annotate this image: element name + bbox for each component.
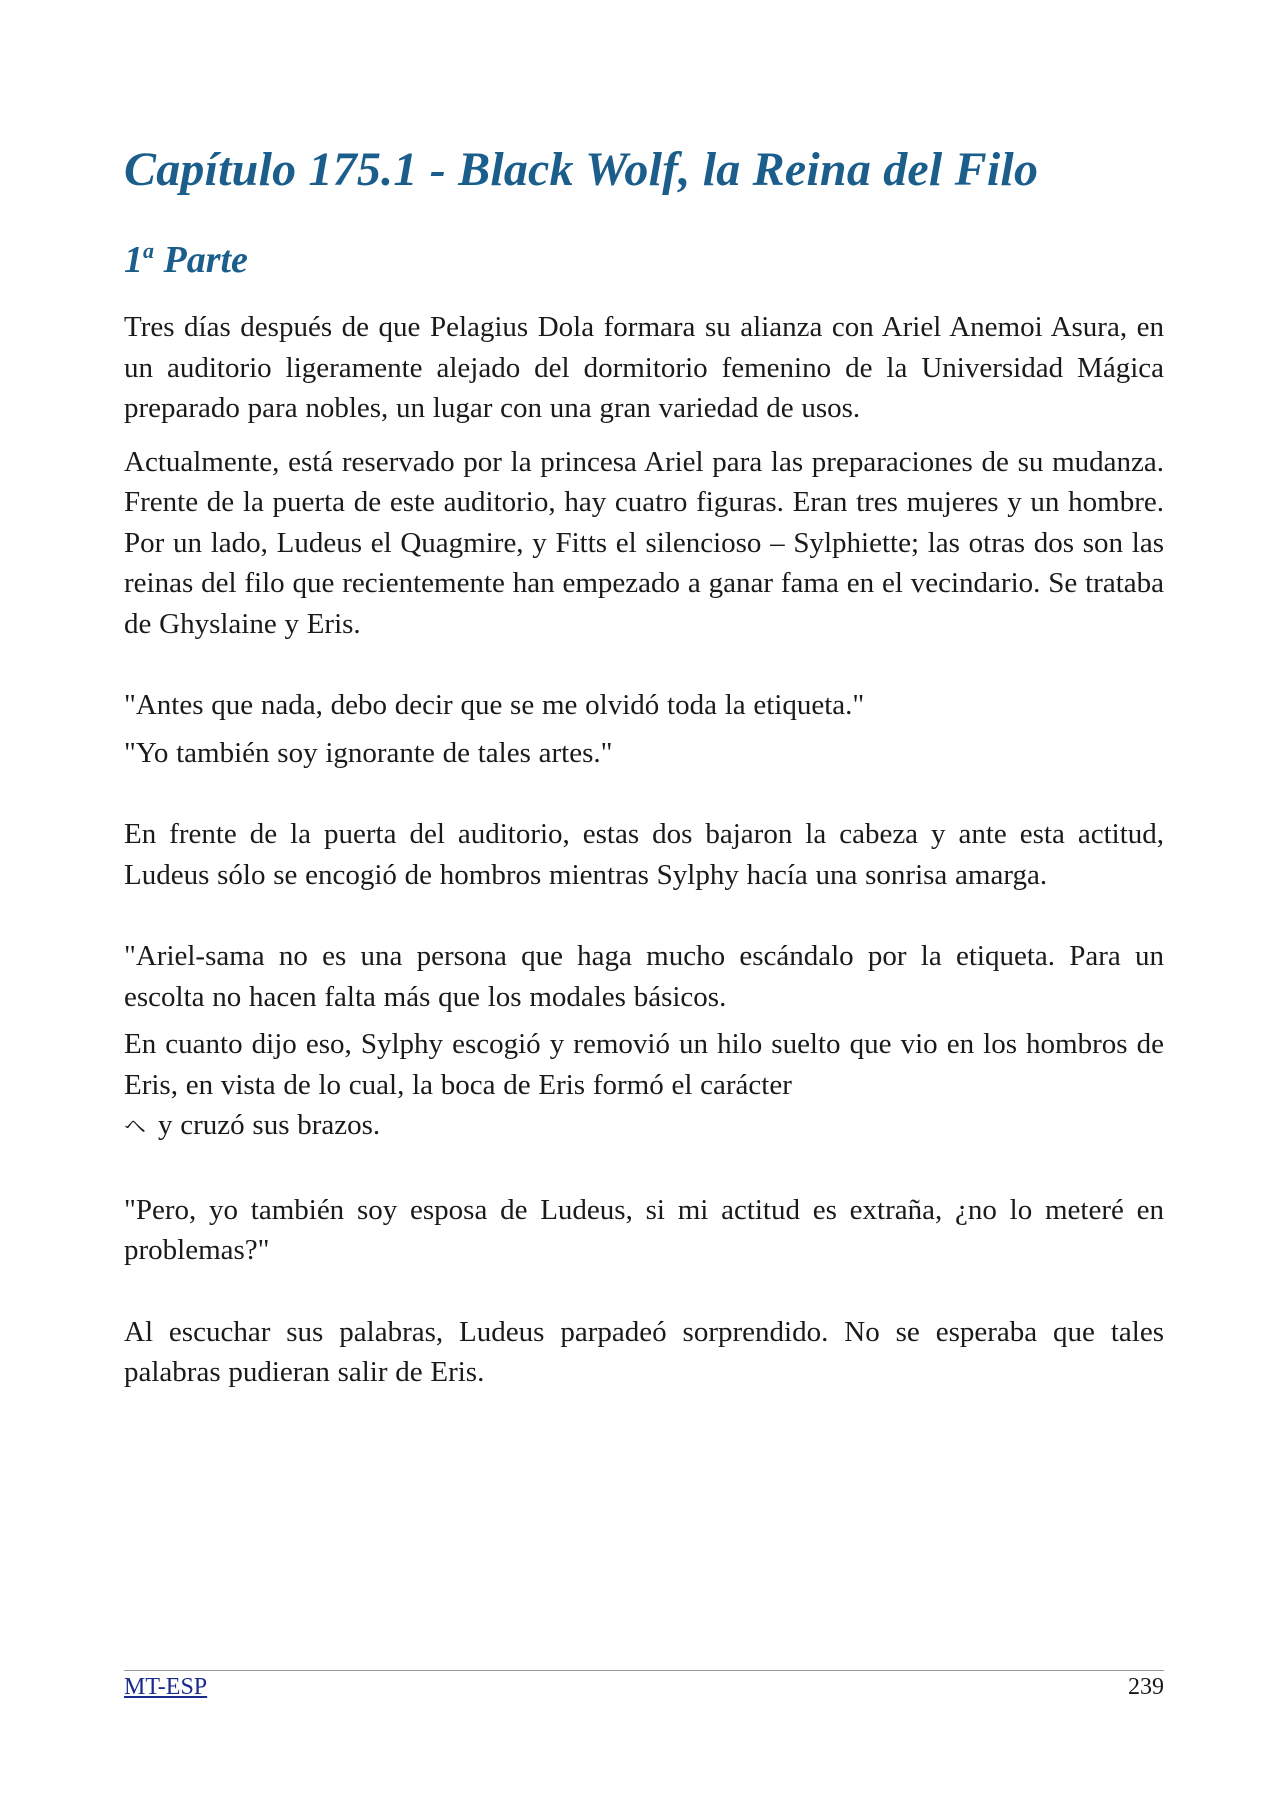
footer-site-link[interactable]: MT-ESP <box>124 1674 208 1700</box>
paragraph-surprise: Al escuchar sus palabras, Ludeus parpadeó sorprendido. No se esperaba que tales palabras pudieran salir de Eris. <box>124 1315 1164 1388</box>
part-number: 1 <box>124 239 143 281</box>
paragraph-dialogue-sylphy: "Ariel-sama no es una persona que haga mucho escándalo por la etiqueta. Para un escolta no hacen falta más que los modales básicos. <box>124 940 1164 1013</box>
paragraph-dialogue-eris: "Antes que nada, debo decir que se me olvidó toda la etiqueta." <box>124 689 865 721</box>
paragraph-thread <box>124 1024 1164 1149</box>
page-number: 239 <box>1128 1674 1164 1700</box>
paragraph-setting: Actualmente, está reservado por la princesa Ariel para las preparaciones de su mudanza. Frente de la puerta de este auditorio, hay cuatro figuras. Eran tres mujeres y un hombre. Por un lado, Ludeus el Quagmire, y Fitts el silencioso – Sylphiette; las otras dos son las reinas del filo que recientemente han empezado a ganar fama en el vecindario. Se trataba de Ghyslaine y Eris. <box>124 445 1164 640</box>
chapter-title: Capítulo 175.1 - Black Wolf, la Reina del Filo <box>124 143 1039 196</box>
part-ordinal: a <box>143 238 154 263</box>
part-label: Parte <box>163 239 248 281</box>
paragraph-thread-tail: y cruzó sus brazos. <box>158 1109 381 1141</box>
paragraph-intro: Tres días después de que Pelagius Dola formara su alianza con Ariel Anemoi Asura, en un auditorio ligeramente alejado del dormitorio femenino de la Universidad Mágica preparado para nobles, un lugar con una gran variedad de usos. <box>124 311 1164 424</box>
part-heading <box>124 238 248 282</box>
paragraph-dialogue-ghyslaine: "Yo también soy ignorante de tales artes." <box>124 736 613 769</box>
paragraph-dialogue-wife: "Pero, yo también soy esposa de Ludeus, si mi actitud es extraña, ¿no lo meteré en problemas?" <box>124 1193 1164 1266</box>
caret-character: ヘ <box>124 1115 147 1140</box>
footer-divider <box>124 1670 1164 1671</box>
chapter-body <box>124 307 1164 1393</box>
paragraph-thread-text: En cuanto dijo eso, Sylphy escogió y removió un hilo suelto que vio en los hombros de Eris, en vista de lo cual, la boca de Eris formó el carácter <box>124 1028 1164 1101</box>
paragraph-bow: En frente de la puerta del auditorio, estas dos bajaron la cabeza y ante esta actitud, Ludeus sólo se encogió de hombros mientras Sylphy hacía una sonrisa amarga. <box>124 818 1164 891</box>
